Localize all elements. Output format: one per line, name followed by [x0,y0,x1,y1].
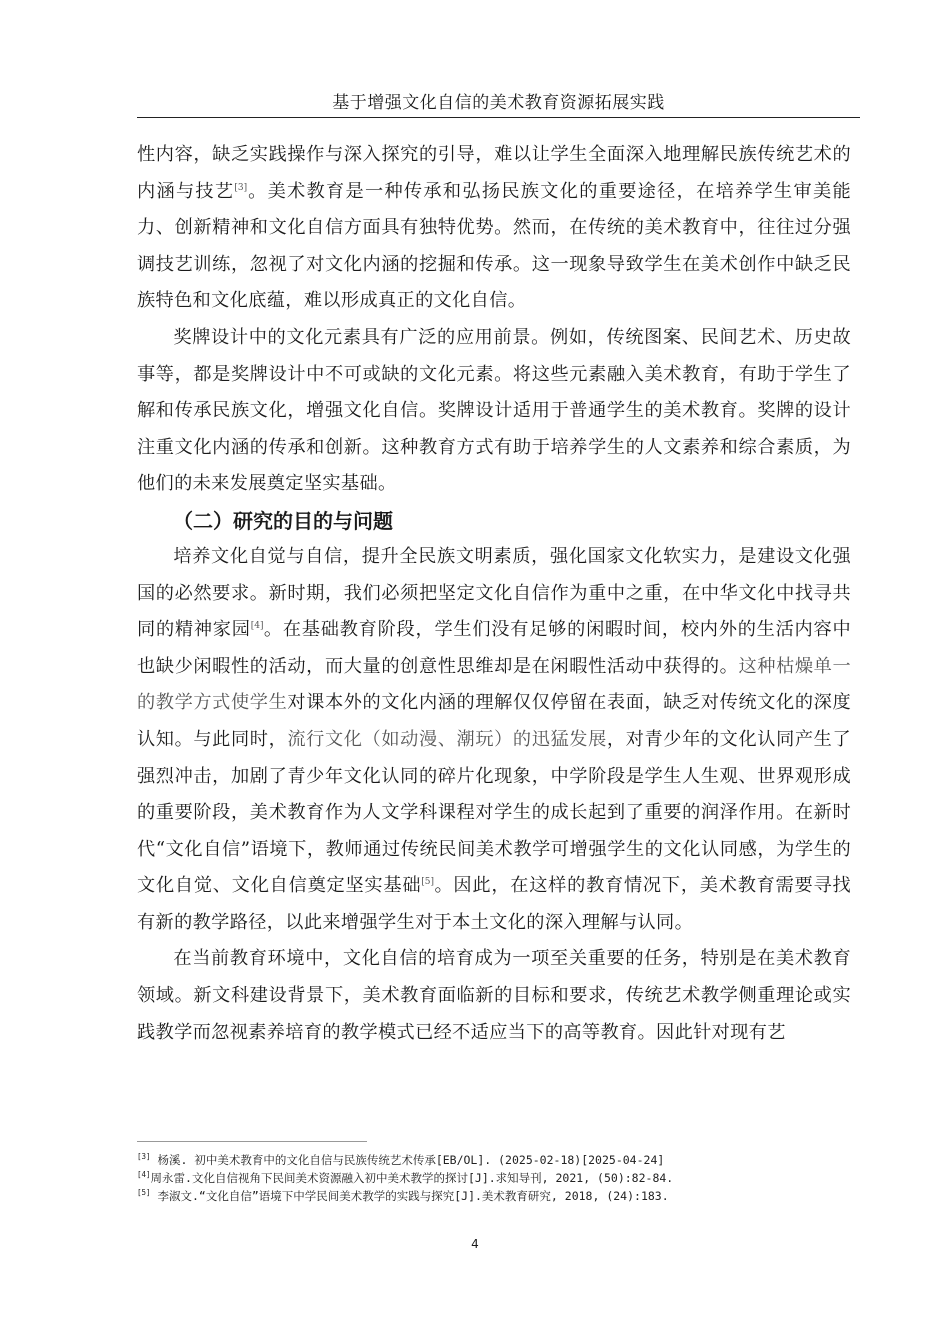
paragraph-3-text-e: 流行文化（如动漫、潮玩）的迅猛发展 [287,728,607,750]
citation-5[interactable]: [5] [421,877,435,888]
footnote-separator [137,1141,367,1142]
paragraph-2-text: 奖牌设计中的文化元素具有广泛的应用前景。例如，传统图案、民间艺术、历史故事等，都是奖牌设计中不可或缺的文化元素。将这些元素融入美术教育，有助于学生了解和传承民族文化，增强文化自信。奖牌设计适用于普通学生的美术教育。奖牌的设计注重文化内涵的传承和创新。这种教育方式有助于培养学生的人文素养和综合素质，为他们的未来发展奠定坚实基础。 [137,326,851,495]
paragraph-3 [137,539,851,942]
paragraph-3-text-c: 这种枯燥单一的教学方式使学生 [137,655,852,714]
footnote-5 [137,1187,851,1205]
running-header: 基于增强文化自信的美术教育资源拓展实践 [332,93,665,113]
header-rule [137,117,860,118]
paragraph-3-text-a: 培养文化自觉与自信，提升全民族文明素质，强化国家文化软实力，是建设文化强国的必然要求。新时期，我们必须把坚定文化自信作为重中之重，在中华文化中找寻共同的精神家园 [137,545,851,641]
footnote-text-3: 杨溪. 初中美术教育中的文化自信与民族传统艺术传承[EB/OL]. (2025-02-18)[2025-04-24] [150,1153,665,1167]
footnote-mark-4: [4] [137,1170,151,1180]
section-heading: （二）研究的目的与问题 [173,508,393,533]
footnote-4 [137,1169,851,1187]
footnotes [137,1151,851,1205]
paragraph-4 [137,941,851,1051]
citation-3[interactable]: [3] [234,182,248,193]
citation-4[interactable]: [4] [250,621,264,632]
footnote-text-4: 周永雷.文化自信视角下民间美术资源融入初中美术教学的探讨[J].求知导刊, 2021, (50):82-84. [150,1171,674,1185]
footnote-mark-3: [3] [137,1152,151,1162]
paragraph-4-text: 在当前教育环境中，文化自信的培育成为一项至关重要的任务，特别是在美术教育领域。新文科建设背景下，美术教育面临新的目标和要求，传统艺术教学侧重理论或实践教学而忽视素养培育的教学模式已经不适应当下的高等教育。因此针对现有艺 [137,948,851,1043]
main-body [137,137,851,1051]
paragraph-3-text-b: 。在基础教育阶段，学生们没有足够的闲暇时间，校内外的生活内容中也缺少闲暇性的活动，而大量的创意性思维却是在闲暇性活动中获得的。 [137,619,851,677]
paragraph-3-text-d: 对课本外的文化内涵的理解仅仅停留在表面，缺乏对传统文化的深度认知。与此同时， [137,692,851,750]
footnote-3 [137,1151,851,1169]
footnote-mark-5: [5] [137,1188,151,1198]
footnote-text-5: 李淑文.“文化自信”语境下中学民间美术教学的实践与探究[J].美术教育研究, 2018, (24):183. [150,1189,669,1203]
paragraph-3-text-f: ，对青少年的文化认同产生了强烈冲击，加剧了青少年文化认同的碎片化现象，中学阶段是学生人生观、世界观形成的重要阶段，美术教育作为人文学科课程对学生的成长起到了重要的润泽作用。在新时代“文化自信”语境下，教师通过传统民间美术教学可增强学生的文化认同感，为学生的文化自觉、文化自信奠定坚实基础 [137,728,851,897]
paragraph-3-text-g: 。因此，在这样的教育情况下，美术教育需要寻找有新的教学路径，以此来增强学生对于本土文化的深入理解与认同。 [137,875,851,933]
paragraph-2 [137,320,851,503]
paragraph-1-text-b: 。美术教育是一种传承和弘扬民族文化的重要途径，在培养学生审美能力、创新精神和文化自信方面具有独特优势。然而，在传统的美术教育中，往往过分强调技艺训练，忽视了对文化内涵的挖掘和传承。这一现象导致学生在美术创作中缺乏民族特色和文化底蕴，难以形成真正的文化自信。 [137,180,851,312]
paragraph-1 [137,137,851,320]
paragraph-1-text-a: 性内容，缺乏实践操作与深入探究的引导，难以让学生全面深入地理解民族传统艺术的内涵与技艺 [137,144,851,202]
page-number: 4 [471,1237,479,1251]
